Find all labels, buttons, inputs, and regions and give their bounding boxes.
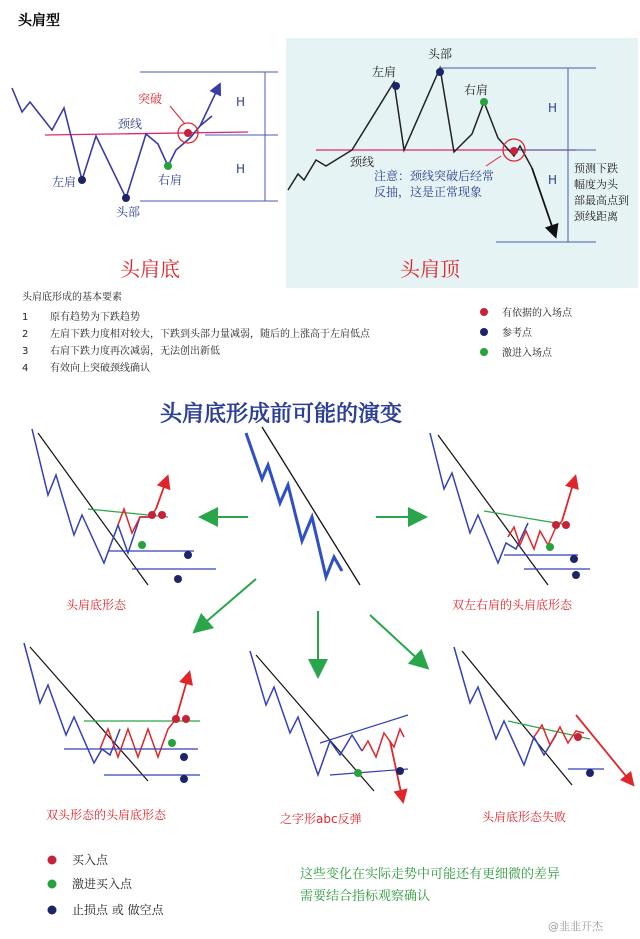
panel-failure	[454, 647, 630, 824]
label-double-top: 双头形态的头肩底形态	[46, 808, 167, 822]
bottom-dot-green	[48, 880, 57, 889]
breakout-dot	[184, 129, 192, 137]
elements-title: 头肩底形成的基本要素	[22, 292, 122, 303]
caption-hs-bottom: 头肩底	[120, 257, 180, 281]
watermark: @韭韭开杰	[548, 920, 603, 933]
legend-label-green: 激进入场点	[502, 348, 552, 359]
bottom-label-aggressive: 激进买入点	[72, 877, 133, 891]
note-line-b: 需要结合指标观察确认	[300, 889, 431, 904]
label-double-shoulders: 双左右肩的头肩底形态	[452, 598, 573, 612]
left-shoulder-label: 左肩	[52, 175, 77, 189]
bottom-label-buy: 买入点	[72, 853, 109, 867]
label-hs-bottom: 头肩底形态	[66, 598, 127, 612]
legend-dot-navy	[480, 328, 488, 336]
right-shoulder-dot-top	[480, 98, 488, 106]
label-failure: 头肩底形态失败	[482, 810, 567, 824]
bottom-dot-red	[48, 856, 57, 865]
hs-bottom-diagram	[0, 38, 285, 288]
head-label-top: 头部	[428, 47, 453, 61]
neckline-label: 颈线	[118, 117, 143, 131]
elements-section	[0, 288, 640, 383]
right-shoulder-label-top: 右肩	[464, 83, 489, 97]
hs-top-diagram	[286, 38, 640, 288]
predict-line-3: 部最高点到	[574, 194, 629, 207]
item-num-4: 4	[22, 363, 29, 374]
panel-double-top	[24, 643, 200, 822]
predict-line-1: 预测下跌	[574, 162, 618, 175]
panel-double-shoulders	[430, 433, 590, 612]
center-downtrend	[246, 427, 360, 585]
head-dot	[122, 194, 130, 202]
legend-label-navy: 参考点	[502, 328, 532, 339]
item-num-3: 3	[22, 346, 29, 357]
predict-line-4: 颈线距离	[574, 210, 618, 223]
item-text-4: 有效向上突破颈线确认	[50, 363, 150, 374]
predict-line-2: 幅度为头	[574, 178, 618, 191]
item-text-3: 右肩下跌力度再次减弱，无法创出新低	[50, 346, 220, 357]
page-title: 头肩型	[18, 13, 60, 29]
label-zigzag: 之字形abc反弹	[280, 812, 362, 826]
left-shoulder-dot-top	[392, 82, 400, 90]
pullback-dot	[510, 147, 518, 155]
bottom-legend	[0, 840, 640, 939]
evolution-title: 头肩底形成前可能的演变	[160, 402, 403, 427]
h-label-top-2: H	[548, 173, 558, 187]
item-text-2: 左肩下跌力度相对较大，下跌到头部力量减弱，随后的上涨高于左肩低点	[50, 329, 370, 340]
right-shoulder-label: 右肩	[158, 173, 183, 187]
breakout-label: 突破	[138, 92, 163, 106]
neckline-label-top: 颈线	[350, 155, 375, 169]
h-label-1: H	[236, 95, 246, 109]
arrow-to-failure	[370, 615, 422, 663]
note-line-1: 注意：颈线突破后经常	[374, 169, 495, 183]
item-num-1: 1	[22, 312, 29, 323]
left-shoulder-label-top: 左肩	[372, 65, 397, 79]
head-label: 头部	[116, 205, 141, 219]
panel-zigzag	[250, 651, 408, 826]
h-label-2: H	[236, 162, 246, 176]
bottom-dot-navy	[48, 906, 57, 915]
h-label-top-1: H	[548, 101, 558, 115]
head-dot-top	[436, 68, 444, 76]
legend-dot-green	[480, 348, 488, 356]
item-num-2: 2	[22, 329, 29, 340]
right-shoulder-dot	[164, 162, 172, 170]
note-line-2: 反抽，这是正常现象	[374, 185, 483, 199]
evolution-section	[0, 385, 640, 840]
bottom-label-stop: 止损点 或 做空点	[72, 903, 164, 917]
left-shoulder-dot	[78, 176, 86, 184]
arrow-to-double-top	[200, 579, 256, 627]
panel-hs-bottom	[32, 429, 216, 612]
note-line-a: 这些变化在实际走势中可能还有更细微的差异	[300, 867, 561, 882]
caption-hs-top: 头肩顶	[400, 257, 460, 281]
legend-label-red: 有依据的入场点	[502, 308, 572, 319]
item-text-1: 原有趋势为下跌趋势	[50, 312, 140, 323]
legend-dot-red	[480, 308, 488, 316]
